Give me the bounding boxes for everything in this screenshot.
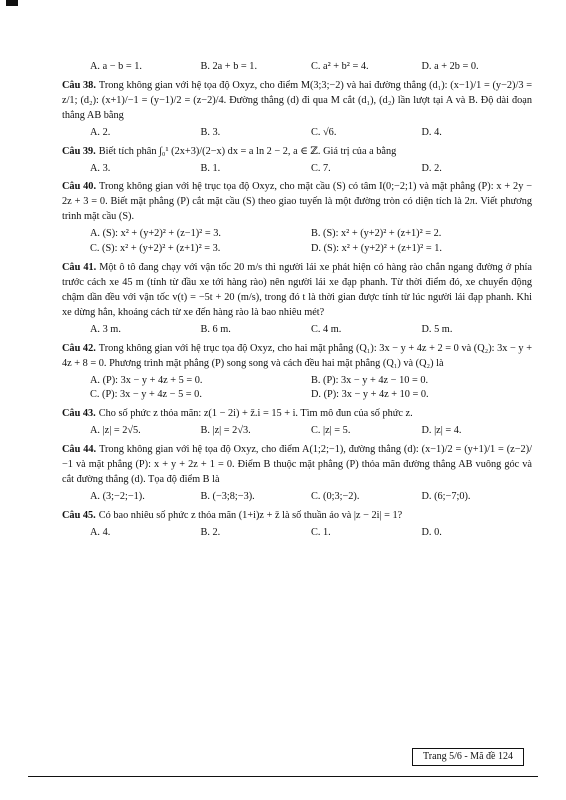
answer-options xyxy=(90,490,532,505)
question-text xyxy=(62,509,532,524)
question-number: Câu 43. xyxy=(62,408,96,420)
answer-option: A. 2. xyxy=(90,126,111,138)
answer-option: D. 4. xyxy=(421,126,442,138)
question-block xyxy=(62,79,532,141)
answer-option: D. 2. xyxy=(421,162,442,174)
answer-option: C. √6. xyxy=(311,126,337,138)
question-number: Câu 41. xyxy=(62,262,97,274)
answer-option: C. 1. xyxy=(311,526,331,538)
question-body: Trong không gian với hệ trục tọa độ Oxyz, cho hai mặt phẳng (Q₁): 3x − y + 4z + 2 = 0 và (Q₂): 3x − y + 4z + 8 = 0. Phương trình mặt phẳng (P) song song và cách đều hai mặt phẳng (Q₁) và (Q₂) là xyxy=(62,342,532,369)
question-number: Câu 40. xyxy=(62,181,97,193)
question-text xyxy=(62,79,532,124)
answer-option: A. (P): 3x − y + 4z + 5 = 0. xyxy=(90,374,203,386)
answer-option: C. (P): 3x − y + 4z − 5 = 0. xyxy=(90,389,202,401)
answer-option: B. 3. xyxy=(200,126,221,138)
answer-option: C. (0;3;−2). xyxy=(311,490,360,502)
answer-option: D. |z| = 4. xyxy=(421,425,462,437)
answer-option: B. (P): 3x − y + 4z − 10 = 0. xyxy=(311,374,429,386)
answer-option: D. 5 m. xyxy=(421,323,453,335)
question-number: Câu 44. xyxy=(62,444,97,456)
question-body: Trong không gian với hệ tọa độ Oxyz, cho điểm M(3;3;−2) và hai đường thẳng (d₁): (x−1)/1 = (y−2)/3 = z/1; (d₂): (x+1)/−1 = (y−1)/2 = (z−2)/4. Đường thẳng (d) đi qua M cắt (d₁), (d₂) lần lượt tại A và B. Độ dài đoạn thẳng AB bằng xyxy=(62,79,532,121)
page-footer: Trang 5/6 - Mã đề 124 xyxy=(412,748,524,766)
question-number: Câu 42. xyxy=(62,342,96,354)
question-body: Một ô tô đang chạy với vận tốc 20 m/s thì người lái xe phát hiện có hàng rào chắn ngang đường ở phía trước cách xe 45 m (tính từ đầu xe tới hàng rào) nên người lái xe đạp phanh. Từ thời điểm đó, xe chuyển động chậm dần đều với vận tốc v(t) = −5t + 20 (m/s), trong đó t là thời gian được tính từ lúc người lái đạp phanh. Khi xe dừng hẳn, khoảng cách từ xe đến hàng rào là bao nhiêu mét? xyxy=(62,262,532,318)
exam-page xyxy=(62,60,532,545)
option: D. a + 2b = 0. xyxy=(421,61,479,72)
question-body: Trong không gian với hệ tọa độ Oxyz, cho điểm A(1;2;−1), đường thẳng (d): (x−1)/2 = (y+1)/1 = (z−2)/−1 và mặt phẳng (P): x + y + 2z + 1 = 0. Điểm B thuộc mặt phẳng (P) thỏa mãn đường thẳng AB vuông góc và cắt đường thẳng (d). Tọa độ điểm B là xyxy=(62,444,532,486)
answer-option: B. (S): x² + (y+2)² + (z+1)² = 2. xyxy=(311,228,442,240)
question-body: Biết tích phân ∫₀¹ (2x+3)/(2−x) dx = a ln 2 − 2, a ∈ ℤ. Giá trị của a bằng xyxy=(98,145,397,157)
question-block xyxy=(62,443,532,505)
option: C. a² + b² = 4. xyxy=(311,61,369,72)
answer-options xyxy=(90,526,532,541)
answer-options xyxy=(90,162,532,177)
question-text xyxy=(62,180,532,225)
answer-option: A. (S): x² + (y+2)² + (z−1)² = 3. xyxy=(90,228,221,240)
question-number: Câu 45. xyxy=(62,509,96,521)
answer-option: B. 2. xyxy=(200,526,221,538)
answer-option: A. (3;−2;−1). xyxy=(90,490,145,502)
answer-option: C. 4 m. xyxy=(311,323,342,335)
question-number: Câu 39. xyxy=(62,145,96,157)
answer-option: B. |z| = 2√3. xyxy=(200,425,251,437)
answer-option: D. 0. xyxy=(421,526,442,538)
answer-option: A. 3 m. xyxy=(90,323,121,335)
question-block xyxy=(62,342,532,404)
question-block xyxy=(62,509,532,541)
corner-mark xyxy=(6,0,18,6)
divider xyxy=(28,776,538,777)
question-text xyxy=(62,407,532,422)
option: A. a − b = 1. xyxy=(90,61,142,72)
answer-option: D. (6;−7;0). xyxy=(421,490,471,502)
question-body: Có bao nhiêu số phức z thỏa mãn (1+i)z + z̄ là số thuần ảo và |z − 2i| = 1? xyxy=(98,509,403,521)
answer-option: A. 3. xyxy=(90,162,111,174)
question-block xyxy=(62,261,532,338)
answer-option: B. 1. xyxy=(200,162,221,174)
answer-option: C. |z| = 5. xyxy=(311,425,351,437)
question-body: Trong không gian với hệ trục tọa độ Oxyz, cho mặt cầu (S) có tâm I(0;−2;1) và mặt phẳng (P): x + 2y − 2z + 3 = 0. Biết mặt phẳng (P) cắt mặt cầu (S) theo giao tuyến là một đường tròn có diện tích là 2π. Viết phương trình mặt cầu (S). xyxy=(62,181,532,223)
question-text xyxy=(62,145,532,160)
answer-option: D. (S): x² + (y+2)² + (z+1)² = 1. xyxy=(311,243,442,255)
answer-option: C. (S): x² + (y+2)² + (z+1)² = 3. xyxy=(90,243,221,255)
question-block xyxy=(62,407,532,439)
answer-option: D. (P): 3x − y + 4z + 10 = 0. xyxy=(311,389,429,401)
answer-option: B. 6 m. xyxy=(200,323,231,335)
question-text xyxy=(62,342,532,372)
answer-options xyxy=(90,323,532,338)
answer-options xyxy=(90,227,532,257)
question-text xyxy=(62,443,532,488)
prev-question-options xyxy=(90,60,532,75)
question-number: Câu 38. xyxy=(62,79,96,91)
answer-options xyxy=(90,424,532,439)
option: B. 2a + b = 1. xyxy=(200,61,258,72)
answer-options xyxy=(90,374,532,404)
question-body: Cho số phức z thỏa mãn: z(1 − 2i) + z̄.i = 15 + i. Tìm mô đun của số phức z. xyxy=(98,408,413,420)
answer-option: C. 7. xyxy=(311,162,331,174)
question-text xyxy=(62,261,532,321)
answer-option: A. |z| = 2√5. xyxy=(90,425,141,437)
question-block xyxy=(62,145,532,177)
question-block xyxy=(62,180,532,257)
answer-option: A. 4. xyxy=(90,526,111,538)
question-list xyxy=(62,79,532,541)
answer-options xyxy=(90,126,532,141)
answer-option: B. (−3;8;−3). xyxy=(200,490,255,502)
